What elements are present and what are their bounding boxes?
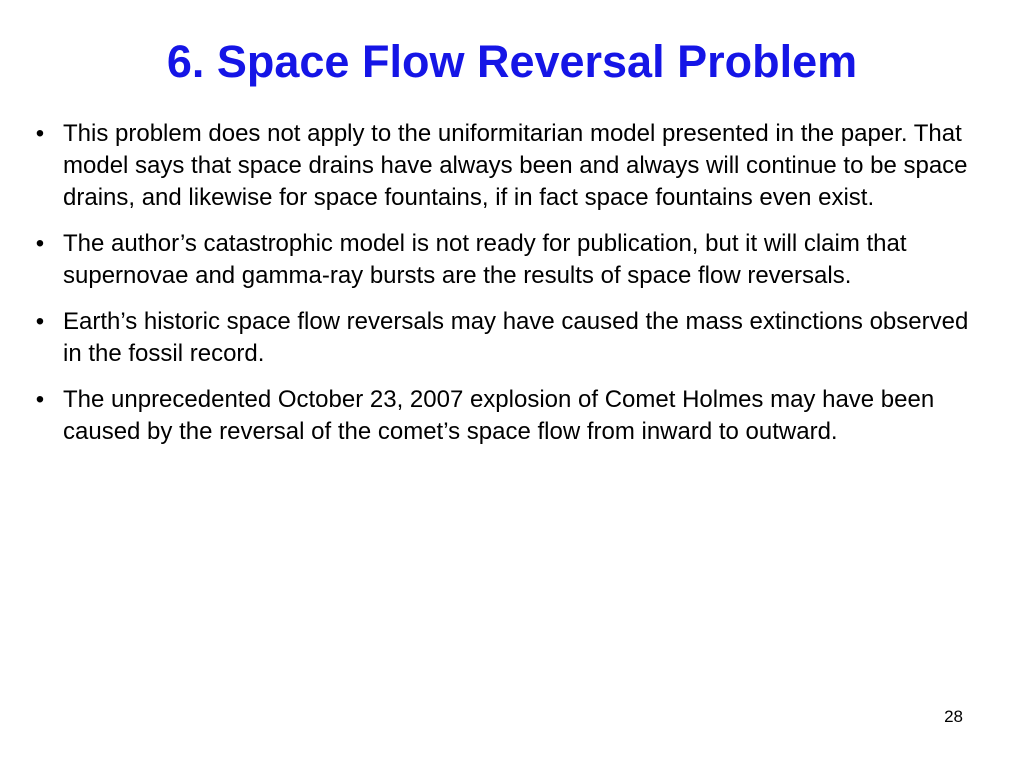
bullet-marker: • [35,386,45,413]
bullet-marker: • [35,308,45,335]
bullet-item [30,306,990,370]
bullet-item [30,118,990,214]
slide-title: 6. Space Flow Reversal Problem [166,36,858,87]
bullet-item [30,228,990,292]
bullet-marker: • [35,120,45,147]
bullet-list [30,118,990,462]
bullet-text: Earth’s historic space flow reversals may have caused the mass extinctions observed in the fossil record. [63,308,969,367]
bullet-text: The unprecedented October 23, 2007 explosion of Comet Holmes may have been caused by the reversal of the comet’s space flow from inward to outward. [63,386,935,445]
bullet-text: The author’s catastrophic model is not ready for publication, but it will claim that supernovae and gamma-ray bursts are the results of space flow reversals. [63,230,907,289]
page-number: 28 [944,707,963,726]
bullet-text: This problem does not apply to the uniformitarian model presented in the paper. That model says that space drains have always been and always will continue to be space drains, and likewise for space fountains, if in fact space fountains even exist. [63,120,968,211]
bullet-marker: • [35,230,45,257]
bullet-item [30,384,990,448]
